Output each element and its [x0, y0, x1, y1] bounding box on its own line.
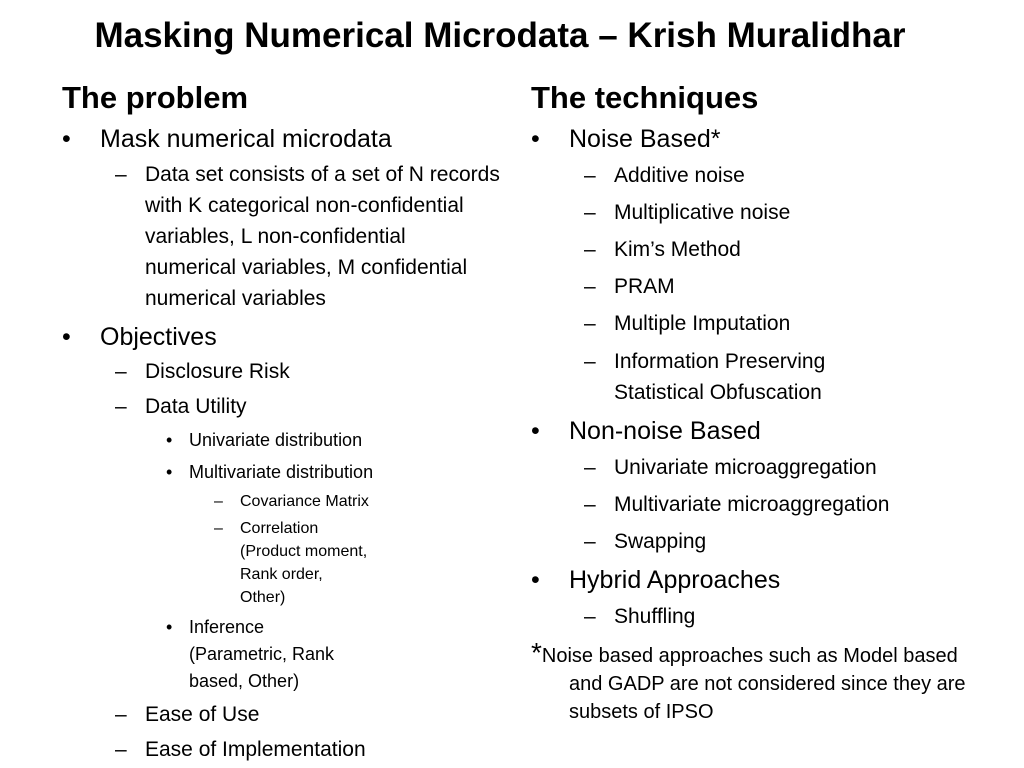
sub-item: – Additive noise [531, 161, 971, 191]
sub-sub-item: • Inference (Parametric, Rank based, Other) [62, 614, 502, 695]
slide-title: Masking Numerical Microdata – Krish Muralidhar [94, 16, 906, 55]
sub-item: – Ease of Implementation [62, 735, 502, 765]
footnote-marker: * [531, 637, 542, 668]
sub-item: – Disclosure Risk [62, 357, 502, 387]
sub-item: – Multivariate microaggregation [531, 490, 971, 520]
footnote-text: Noise based approaches such as Model based and GADP are not considered since they are subsets of IPSO [541, 645, 966, 723]
left-column-heading: The problem [62, 80, 249, 115]
bullet-item: • Objectives [62, 322, 502, 352]
sub-item: – PRAM [531, 272, 971, 302]
sub-item: – Kim’s Method [531, 235, 971, 265]
detail-item: – Covariance Matrix [62, 490, 502, 513]
right-column [531, 78, 971, 726]
sub-item: – Shuffling [531, 602, 971, 632]
bullet-item: • Non-noise Based [531, 416, 971, 446]
sub-item: – Information Preserving Statistical Obfuscation [531, 346, 971, 408]
right-column-heading: The techniques [531, 80, 759, 115]
sub-item: – Multiple Imputation [531, 309, 971, 339]
sub-item: – Data Utility [62, 392, 502, 422]
sub-item: – Data set consists of a set of N records with K categorical non-confidential variables, L non-confidential numerical variables, M confidential numerical variables [62, 159, 502, 314]
sub-sub-item: • Univariate distribution [62, 427, 502, 454]
bullet-item: • Mask numerical microdata [62, 124, 502, 154]
detail-item: – Correlation (Product moment, Rank order, Other) [62, 517, 502, 609]
left-column [62, 78, 502, 765]
sub-item: – Multiplicative noise [531, 198, 971, 228]
sub-item: – Univariate microaggregation [531, 453, 971, 483]
footnote [531, 637, 971, 726]
sub-item: – Ease of Use [62, 700, 502, 730]
sub-item: – Swapping [531, 527, 971, 557]
bullet-item: • Noise Based* [531, 124, 971, 154]
bullet-item: • Hybrid Approaches [531, 565, 971, 595]
sub-sub-item: • Multivariate distribution [62, 459, 502, 486]
